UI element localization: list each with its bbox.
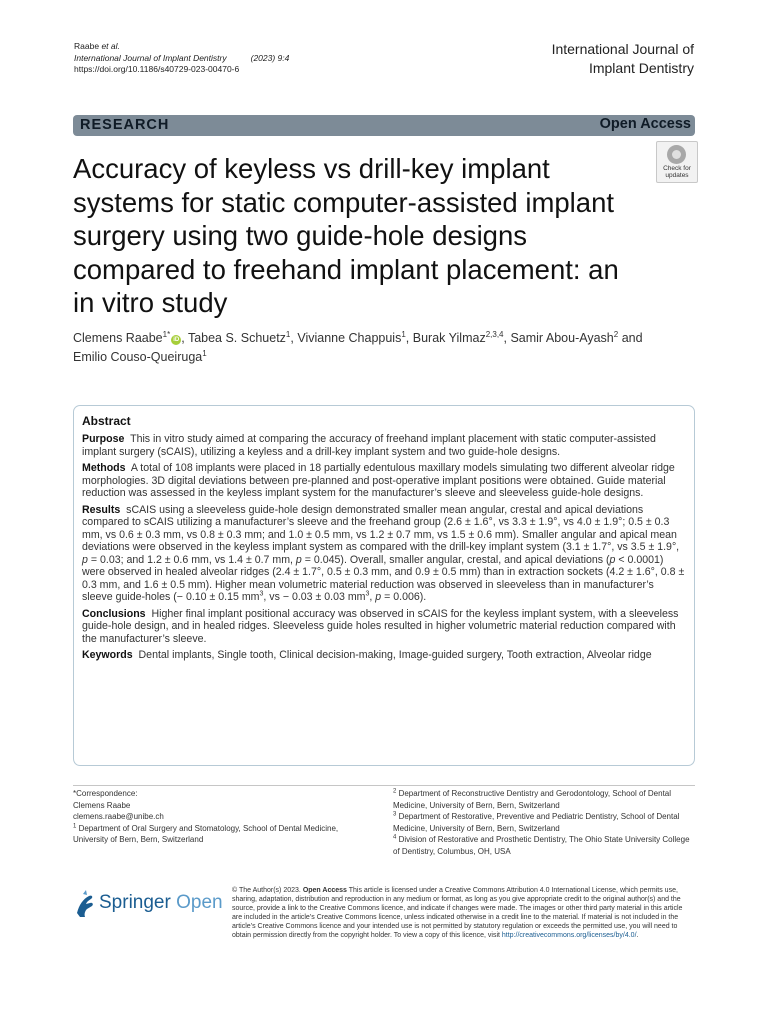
- author-name[interactable]: Vivianne Chappuis: [297, 331, 402, 345]
- correspondence-label: *Correspondence:: [73, 789, 138, 798]
- header-doi[interactable]: https://doi.org/10.1186/s40729-023-00470-6: [74, 64, 240, 74]
- journal-title: [552, 40, 694, 78]
- affiliation-text: Department of Reconstructive Dentistry and Gerodontology, School of Dental Medicine, University of Bern, Bern, Switzerland: [393, 789, 672, 810]
- superscript: 3: [365, 590, 370, 598]
- author-name[interactable]: Samir Abou-Ayash: [510, 331, 614, 345]
- results-text: , vs − 0.03 ± 0.03 mm: [263, 591, 366, 603]
- abstract-box: [73, 405, 695, 766]
- purpose-text: This in vitro study aimed at comparing the accuracy of freehand implant placement with static computer-assisted implant surgery (sCAIS), utilizing a keyless and a drill-key implant system and two guide-hole designs.: [82, 433, 656, 458]
- results-text: < 0.0001) were observed in healed alveolar ridges (2.4 ± 1.7°, 0.5 ± 0.3 mm, and 0.9 ± 0.5 mm) than in extraction sockets (4.2 ± 1.6°, 0.8 ± 0.3 mm, and 1.6 ± 0.5 mm). Higher mean volumetric material reduction was observed in sleeveless than in manufacturer’s sleeve guide-holes (− 0.10 ± 0.15 mm: [82, 553, 685, 603]
- author-name[interactable]: Tabea S. Schuetz: [187, 331, 286, 345]
- brand-springer: Springer: [99, 892, 171, 913]
- license-end: .: [636, 932, 639, 940]
- results-text: = 0.006).: [381, 591, 427, 603]
- methods-text: A total of 108 implants were placed in 18 partially edentulous maxillary models simulating two different alveolar ridge morphologies. 3D digital deviations between pre-planned and post-operative implant positions were obtained. Guide material reduction was assessed in the keyless implant system for the manufacturer’s sleeve and sleeveless guide-hole designs.: [82, 462, 675, 499]
- results-text: = 0.045). Overall, smaller angular, crestal, and apical deviations (: [301, 553, 610, 566]
- correspondence-email[interactable]: clemens.raabe@unibe.ch: [73, 812, 164, 822]
- results-label: Results: [82, 503, 121, 516]
- author-affiliation: 1*: [162, 329, 171, 339]
- check-updates-text: [657, 165, 697, 179]
- abstract-conclusions: [82, 608, 686, 646]
- author-affiliation: 1: [401, 329, 406, 339]
- affiliation-text: Department of Oral Surgery and Stomatology, School of Dental Medicine, University of Bern, Bern, Switzerland: [73, 823, 339, 845]
- abstract-results: [82, 504, 686, 604]
- footnotes-left: [73, 788, 363, 846]
- open-access-label: Open Access: [599, 116, 691, 132]
- methods-label: Methods: [82, 462, 126, 474]
- keywords-label: Keywords: [82, 649, 133, 661]
- header-et-al: et al.: [101, 41, 120, 51]
- journal-title-line1: International Journal of: [551, 41, 694, 57]
- footnote-divider: [73, 785, 695, 786]
- article-title: Accuracy of keyless vs drill-key implant systems for static computer-assisted implant surgery using two guide-hole designs compared to freehand implant placement: an in vitro study: [73, 153, 619, 318]
- badge-line2: updates: [665, 172, 689, 179]
- conclusions-label: Conclusions: [82, 607, 146, 620]
- section-label: RESEARCH: [80, 117, 170, 133]
- conclusions-text: Higher final implant positional accuracy was observed in sCAIS for the keyless implant system, with a sleeveless guide-hole design, and in healed ridges. Sleeveless guide holes resulted in higher volumetric material reduction compared with the manufacturer’s sleeve.: [82, 607, 679, 645]
- affiliation-number: 3: [393, 811, 397, 818]
- p-value-symbol: p: [295, 553, 302, 566]
- header-journal: International Journal of Implant Dentistry: [74, 52, 227, 63]
- header-author: Raabe: [74, 41, 100, 51]
- superscript: 3: [259, 590, 264, 598]
- correspondence-name: Clemens Raabe: [73, 800, 131, 810]
- author-affiliation: 1: [285, 329, 291, 339]
- abstract-heading: Abstract: [82, 414, 131, 428]
- license-text: This article is licensed under a Creative Commons Attribution 4.0 International License, which permits use, sharing, adaptation, distribution and reproduction in any medium or format, as long as you give appropriate credit to the original author(s) and the source, provide a link to the Creative Commons licence, and indicate if changes were made. The images or other third party material in this article are included in the article’s Creative Commons licence, unless indicated otherwise in a credit line to the material. If material is not included in the article’s Creative Commons licence and your intended use is not permitted by statutory regulation or exceeds the permitted use, you will need to obtain permission directly from the copyright holder. To view a copy of this licence, visit: [232, 887, 683, 940]
- open-access-bold: Open Access: [302, 887, 347, 894]
- author-affiliation: 2,3,4: [485, 329, 504, 339]
- springer-open-wordmark[interactable]: [99, 892, 223, 914]
- affiliation-4: [393, 834, 693, 857]
- results-text: ,: [369, 591, 376, 603]
- p-value-symbol: p: [375, 591, 382, 603]
- header-year-volume: (2023) 9:4: [250, 52, 290, 63]
- affiliation-3: [393, 811, 693, 834]
- abstract-keywords: [82, 649, 686, 662]
- running-header: [74, 41, 289, 76]
- affiliation-text: Division of Restorative and Prosthetic Dentistry, The Ohio State University College of Dentistry, Columbus, OH, USA: [393, 835, 690, 856]
- p-value-symbol: p: [609, 553, 616, 566]
- author-list: Clemens Raabe$^{1*}$iD , Tabea S. Schuetz$^1$, Vivianne Chappuis$^1$, Burak Yilmaz$^{2,3,4}$, Samir Abou-Ayash$^2$ and Emilio Couso-Queiruga$^1$: [73, 329, 643, 364]
- affiliation-number: 4: [393, 834, 397, 841]
- section-bar: [73, 115, 695, 136]
- author-conjunction: and: [621, 331, 643, 345]
- purpose-label: Purpose: [82, 433, 125, 445]
- brand-open: Open: [176, 892, 223, 913]
- results-text: sCAIS using a sleeveless guide-hole design demonstrated smaller mean angular, crestal and apical deviations compared to sCAIS utilizing a manufacturer’s sleeve and the freehand group (2.6 ± 1.6°, vs 3.3 ± 1.9°, vs 4.0 ± 1.9°; 0.5 ± 0.3 mm, vs 0.6 ± 0.3 mm, vs 0.8 ± 0.3 mm; and 1.0 ± 0.5 mm, vs 1.2 ± 0.7 mm, vs 1.5 ± 0.6 mm). Smaller angular and apical mean deviations were observed in the keyless implant system as compared with the drill-key implant system (3.1 ± 1.7°, vs 3.5 ± 1.9°,: [82, 503, 680, 553]
- affiliation-number: 2: [393, 788, 397, 795]
- author-name[interactable]: Clemens Raabe: [73, 331, 163, 345]
- footnotes-right: [393, 788, 693, 858]
- journal-title-line2: Implant Dentistry: [588, 60, 694, 76]
- author-name[interactable]: Emilio Couso-Queiruga: [73, 350, 203, 364]
- affiliation-number: 1: [73, 823, 77, 830]
- abstract-purpose: [82, 433, 686, 458]
- affiliation-text: Department of Restorative, Preventive and Pediatric Dentistry, School of Dental Medicine, University of Bern, Bern, Switzerland: [393, 812, 680, 833]
- springer-horse-icon: [77, 890, 93, 917]
- check-updates-icon: [667, 145, 686, 164]
- author-name[interactable]: Burak Yilmaz: [412, 331, 486, 345]
- badge-line1: Check for: [663, 165, 691, 172]
- abstract-methods: [82, 462, 686, 500]
- results-text: = 0.03; and 1.2 ± 0.6 mm, vs 1.4 ± 0.7 mm,: [87, 553, 296, 566]
- affiliation-2: [393, 788, 693, 811]
- license-link[interactable]: http://creativecommons.org/licenses/by/4.0/: [501, 932, 637, 940]
- p-value-symbol: p: [82, 553, 88, 566]
- check-for-updates-badge[interactable]: [656, 141, 698, 183]
- keywords-text: Dental implants, Single tooth, Clinical decision-making, Image-guided surgery, Tooth extraction, Alveolar ridge: [138, 649, 652, 661]
- orcid-icon[interactable]: iD: [173, 337, 180, 343]
- affiliation-1: [73, 823, 363, 846]
- copyright-text: © The Author(s) 2023.: [232, 887, 301, 894]
- license-statement: [232, 886, 692, 941]
- author-affiliation: 1: [202, 348, 207, 358]
- author-affiliation: 2: [613, 329, 619, 339]
